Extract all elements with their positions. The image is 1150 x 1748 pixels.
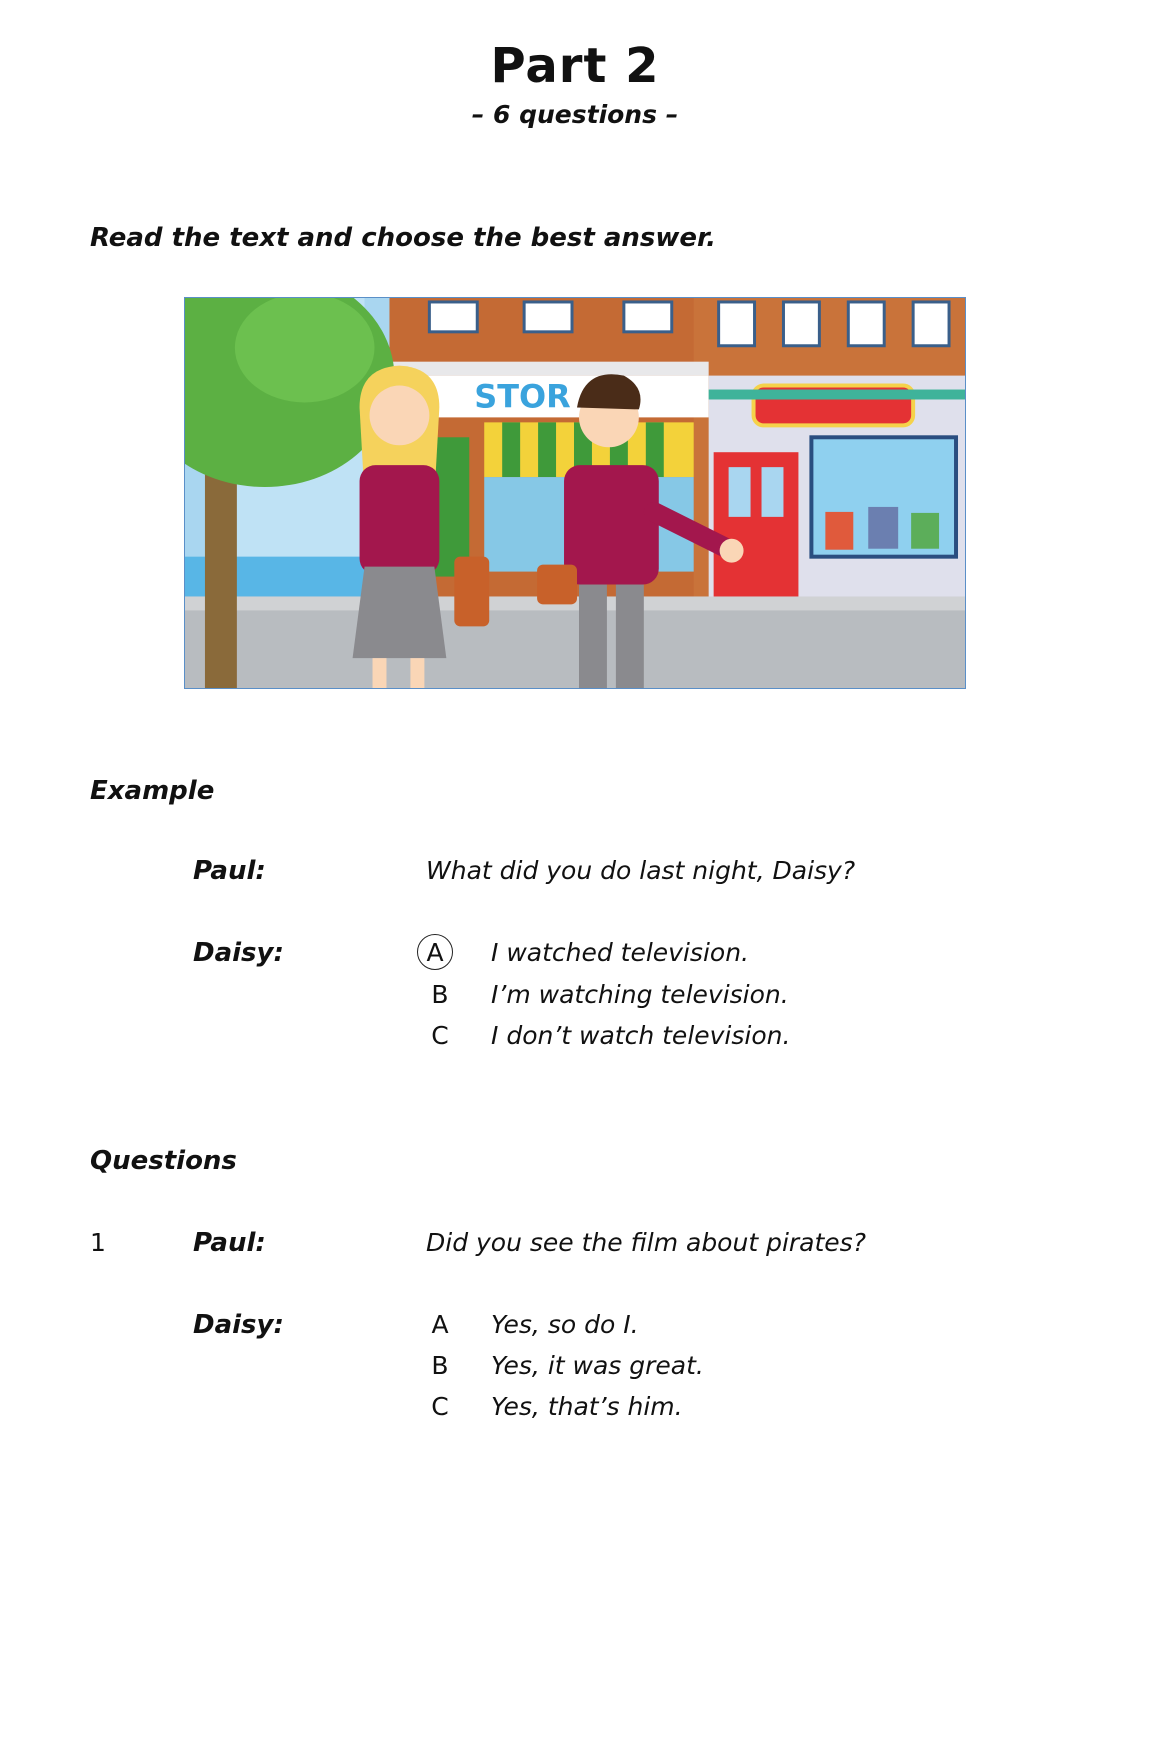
question-speaker-daisy: Daisy: xyxy=(193,1310,284,1340)
question-option-a-letter[interactable]: A xyxy=(431,1310,449,1339)
street-illustration xyxy=(184,297,966,689)
question-option-a-text: Yes, so do I. xyxy=(491,1310,639,1339)
question-option-b-text: Yes, it was great. xyxy=(491,1351,704,1380)
store-door xyxy=(434,437,469,576)
example-option-b-letter: B xyxy=(431,980,449,1009)
page-title: Part 2 xyxy=(490,38,660,94)
street-scene xyxy=(185,298,965,688)
pavement xyxy=(185,606,965,688)
store-sign: STOR xyxy=(474,377,571,416)
red-door xyxy=(714,452,799,601)
example-option-a-text: I watched television. xyxy=(491,938,749,967)
example-speaker-daisy: Daisy: xyxy=(193,938,284,968)
questions-heading: Questions xyxy=(90,1146,237,1176)
example-speaker-paul: Paul: xyxy=(193,856,266,886)
question-option-c-text: Yes, that’s him. xyxy=(491,1392,683,1421)
page-subtitle: – 6 questions – xyxy=(471,100,679,129)
question-option-c-letter[interactable]: C xyxy=(431,1392,449,1421)
example-heading: Example xyxy=(90,776,215,806)
instruction: Read the text and choose the best answer. xyxy=(90,223,717,253)
example-option-a-letter: A xyxy=(417,934,453,970)
question-number: 1 xyxy=(90,1228,106,1257)
example-option-b-text: I’m watching television. xyxy=(491,980,789,1009)
question-option-b-letter[interactable]: B xyxy=(431,1351,449,1380)
question-utterance: Did you see the film about pirates? xyxy=(426,1228,866,1257)
example-option-c-text: I don’t watch television. xyxy=(491,1021,791,1050)
example-utterance: What did you do last night, Daisy? xyxy=(426,856,856,885)
example-option-c-letter: C xyxy=(431,1021,449,1050)
question-speaker-paul: Paul: xyxy=(193,1228,266,1258)
